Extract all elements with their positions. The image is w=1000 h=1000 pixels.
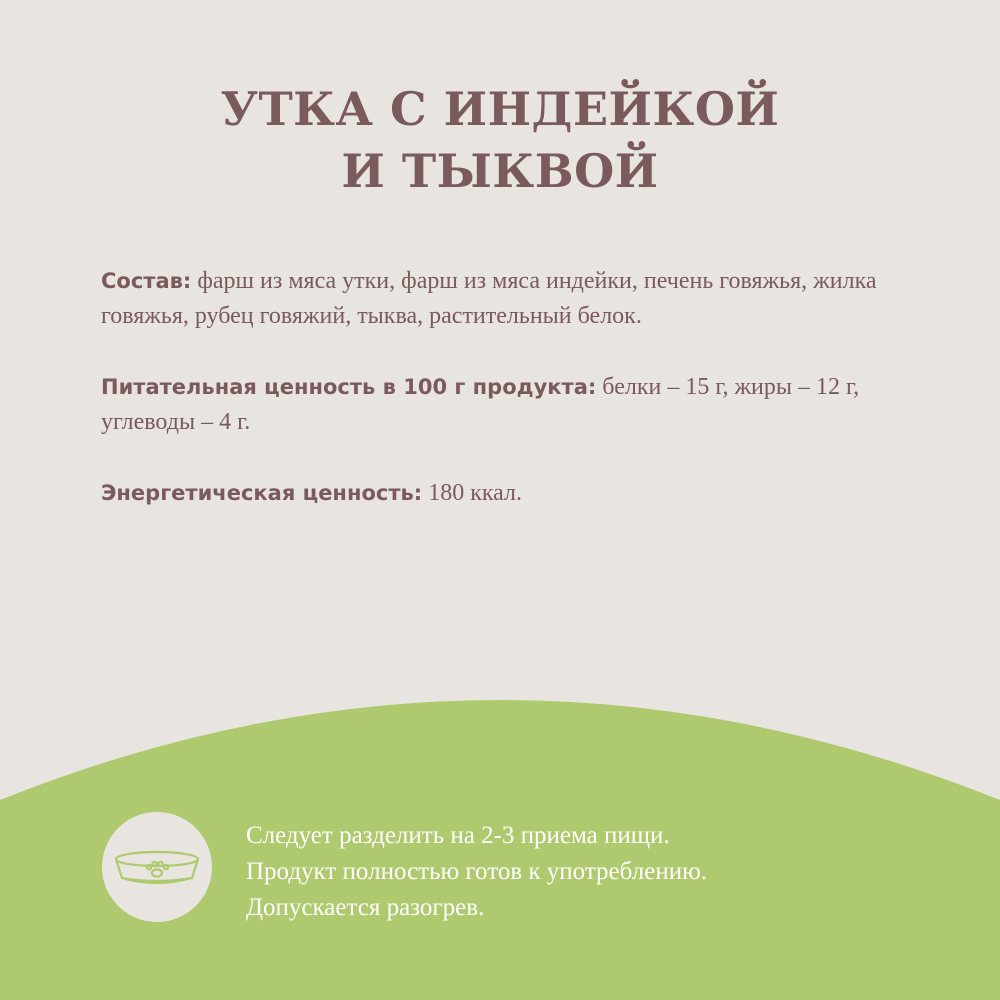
instruction-line-1: Следует разделить на 2-3 приема пищи. xyxy=(246,822,670,849)
usage-instructions xyxy=(246,818,866,926)
pet-bowl-icon xyxy=(102,812,212,922)
energy-label: Энергетическая ценность: xyxy=(101,481,423,505)
composition-text: фарш из мяса утки, фарш из мяса индейки, печень говяжья, жилка говяжья, рубец говяжий, тыква, растительный белок. xyxy=(101,268,877,329)
title-line-2: И ТЫКВОЙ xyxy=(341,144,659,198)
composition-label: Состав: xyxy=(101,269,192,293)
instruction-line-3: Допускается разогрев. xyxy=(246,894,485,921)
title-line-1: УТКА С ИНДЕЙКОЙ xyxy=(220,82,780,136)
nutrition-label: Питательная ценность в 100 г продукта: xyxy=(101,375,597,399)
instruction-line-2: Продукт полностью готов к употреблению. xyxy=(246,858,707,885)
energy-text: 180 ккал. xyxy=(422,480,522,506)
nutrition-text: белки – 15 г, жиры – 12 г, углеводы – 4 г. xyxy=(101,374,860,435)
